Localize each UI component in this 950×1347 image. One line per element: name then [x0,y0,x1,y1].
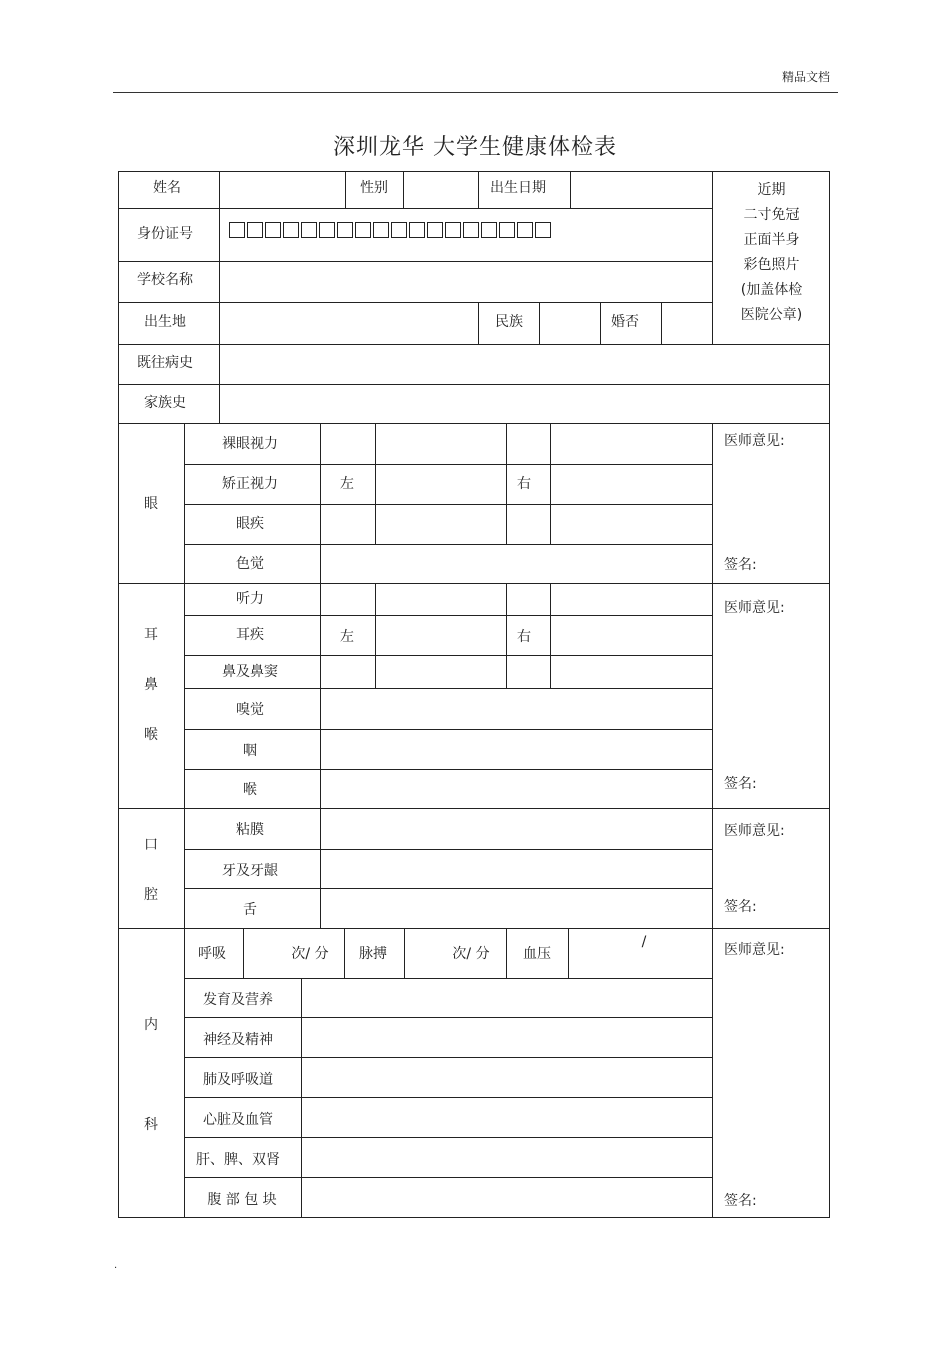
id-digit-box[interactable] [499,222,515,238]
table-rule [184,729,713,730]
table-rule [118,423,830,424]
table-rule [550,583,551,689]
label-history: 既往病史 [137,355,193,371]
label-gender: 性别 [360,180,388,196]
photo-line: 近期 [757,182,786,198]
table-rule [184,849,713,850]
id-digit-box[interactable] [391,222,407,238]
table-rule [118,1217,830,1218]
ent-section-char-nose: 鼻 [144,677,158,693]
table-rule [712,171,713,345]
table-rule [550,423,551,545]
id-digit-box[interactable] [427,222,443,238]
table-rule [219,171,220,424]
label-id-number: 身份证号 [137,226,193,242]
photo-line: 正面半身 [743,232,800,248]
ent-item-smell: 嗅觉 [236,702,264,718]
internal-item-lung: 肺及呼吸道 [203,1072,273,1088]
ent-item-ear-disease: 耳疾 [236,627,264,643]
table-rule [184,615,713,616]
header-tag: 精品文档 [781,70,830,84]
eye-item-corrected-vision: 矫正视力 [222,476,278,492]
internal-item-abdominal-mass: 腹 部 包 块 [207,1192,277,1208]
table-rule [600,302,601,345]
internal-sign-label: 签名: [724,1193,757,1209]
ent-left-label: 左 [340,629,354,645]
table-rule [184,544,713,545]
table-rule [118,384,830,385]
table-rule [243,928,244,979]
internal-bp-separator: / [641,934,647,950]
photo-line: 彩色照片 [743,257,800,273]
ent-item-larynx: 喉 [243,782,257,798]
table-rule [184,1177,713,1178]
photo-line: 二寸免冠 [743,207,800,223]
eye-sign-label: 签名: [724,557,757,573]
id-digit-box[interactable] [337,222,353,238]
id-digit-box[interactable] [445,222,461,238]
eye-section-label: 眼 [144,496,158,512]
table-rule [184,688,713,689]
internal-section-char-2: 科 [144,1117,158,1133]
label-family: 家族史 [144,395,186,411]
internal-item-nerve-mental: 神经及精神 [203,1032,273,1048]
table-rule [118,171,119,1218]
table-rule [375,583,376,689]
table-rule [184,655,713,656]
table-rule [568,928,569,979]
table-rule [184,1057,713,1058]
page-title: 深圳龙华 大学生健康体检表 [333,135,617,160]
table-rule [539,302,540,345]
label-school: 学校名称 [137,272,193,288]
eye-right-label: 右 [517,476,531,492]
eye-item-color-vision: 色觉 [236,556,264,572]
internal-section-char-1: 内 [144,1017,158,1033]
mouth-sign-label: 签名: [724,899,757,915]
table-rule [118,344,830,345]
id-digit-box[interactable] [517,222,533,238]
table-rule [506,583,507,689]
eye-left-label: 左 [340,476,354,492]
label-birthplace: 出生地 [144,314,186,330]
table-rule [404,928,405,979]
table-rule [118,261,713,262]
id-digit-box[interactable] [229,222,245,238]
table-rule [829,171,830,1218]
ent-sign-label: 签名: [724,776,757,792]
internal-bp-label: 血压 [523,946,551,962]
mouth-opinion-label: 医师意见: [724,823,785,839]
id-digit-box[interactable] [463,222,479,238]
ent-section-char-throat: 喉 [144,727,158,743]
label-marital: 婚否 [611,314,639,330]
table-rule [570,171,571,209]
photo-placeholder [715,178,828,328]
table-rule [118,208,713,209]
label-ethnicity: 民族 [495,314,523,330]
id-digit-box[interactable] [283,222,299,238]
id-digit-box[interactable] [319,222,335,238]
footer-mark: . [114,1260,118,1271]
table-rule [320,423,321,929]
table-rule [118,928,830,929]
table-rule [478,171,479,209]
id-digit-box[interactable] [265,222,281,238]
id-digit-box[interactable] [373,222,389,238]
internal-breath-label: 呼吸 [198,946,226,962]
table-rule [661,302,662,345]
photo-line: 医院公章) [740,307,803,323]
internal-opinion-label: 医师意见: [724,942,785,958]
eye-item-naked-vision: 裸眼视力 [222,436,278,452]
id-digit-box[interactable] [535,222,551,238]
ent-opinion-label: 医师意见: [724,600,785,616]
internal-item-heart: 心脏及血管 [203,1112,273,1128]
internal-pulse-unit: 次/ 分 [452,946,490,962]
table-rule [506,928,507,979]
id-digit-box[interactable] [301,222,317,238]
eye-opinion-label: 医师意见: [724,433,785,449]
table-rule [712,423,713,1218]
table-rule [184,464,713,465]
table-rule [118,583,830,584]
table-rule [184,1017,713,1018]
table-rule [403,171,404,209]
table-rule [118,808,830,809]
table-rule [118,302,713,303]
table-rule [184,978,713,979]
id-digit-box[interactable] [355,222,371,238]
table-rule [345,171,346,209]
mouth-item-teeth-gums: 牙及牙龈 [222,863,278,879]
table-rule [184,1097,713,1098]
header-rule [113,92,838,93]
table-rule [184,1137,713,1138]
ent-item-pharynx: 咽 [243,743,257,759]
table-rule [301,978,302,1218]
internal-pulse-label: 脉搏 [359,946,387,962]
ent-right-label: 右 [517,629,531,645]
mouth-section-char-2: 腔 [144,887,158,903]
table-rule [184,504,713,505]
id-digit-box[interactable] [409,222,425,238]
id-digit-box[interactable] [481,222,497,238]
ent-section-char-ear: 耳 [144,627,158,643]
table-rule [118,171,830,172]
mouth-section-char-1: 口 [144,837,158,853]
table-rule [184,423,185,1218]
id-number-boxes[interactable] [229,222,551,238]
internal-item-development: 发育及营养 [203,992,273,1008]
ent-item-nose-sinus: 鼻及鼻窦 [222,664,278,680]
label-name: 姓名 [153,180,181,196]
table-rule [375,423,376,545]
internal-breath-unit: 次/ 分 [291,946,329,962]
table-rule [478,302,479,345]
eye-item-eye-disease: 眼疾 [236,516,264,532]
ent-item-hearing: 听力 [236,591,264,607]
table-rule [344,928,345,979]
table-rule [184,888,713,889]
id-digit-box[interactable] [247,222,263,238]
table-rule [184,769,713,770]
table-rule [506,423,507,545]
mouth-item-mucosa: 粘膜 [236,822,264,838]
mouth-item-tongue: 舌 [243,902,257,918]
photo-line: (加盖体检 [740,282,803,298]
internal-item-liver-spleen-kidney: 肝、脾、双肾 [196,1152,280,1168]
label-birth-date: 出生日期 [490,180,546,196]
